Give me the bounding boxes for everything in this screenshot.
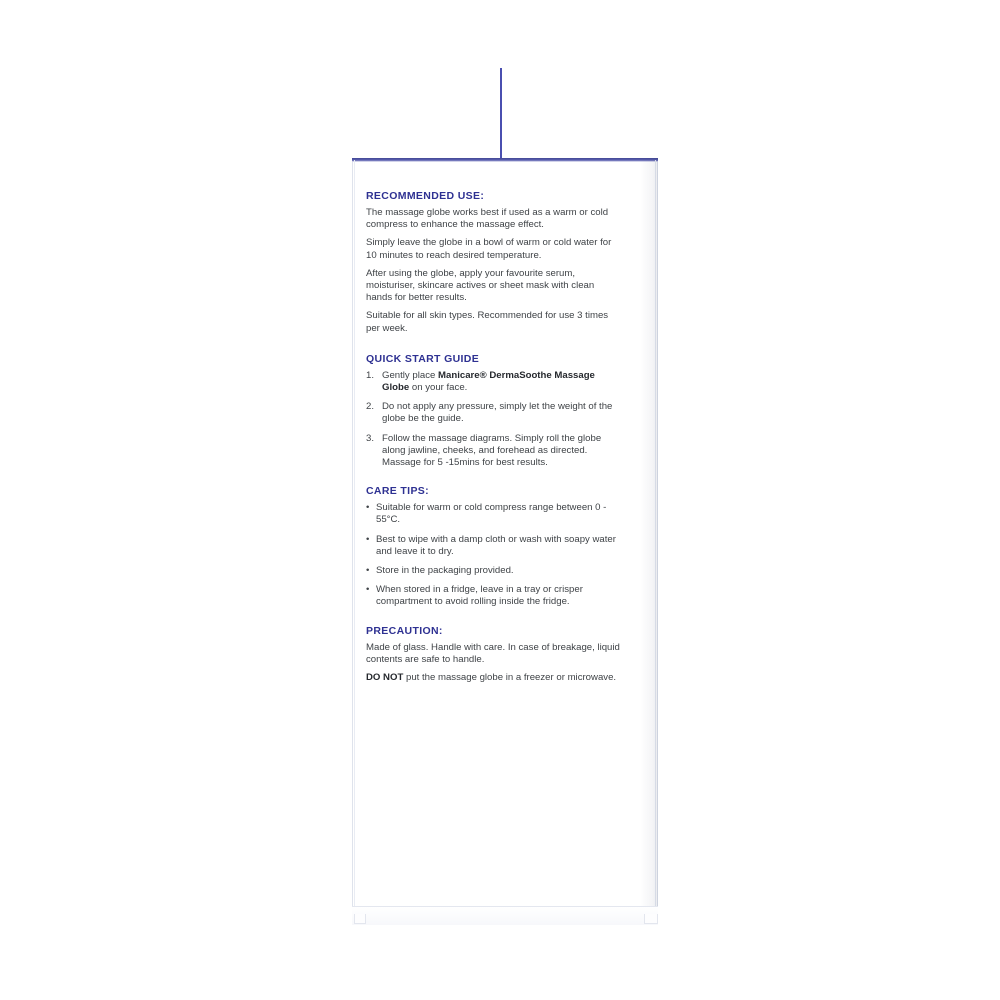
step-text-tail: on your face.	[409, 382, 468, 394]
recommended-use-paragraph: After using the globe, apply your favourite serum, moisturiser, skincare actives or sheet mask with clean hands for better results.	[366, 267, 595, 304]
recommended-use-heading: RECOMMENDED USE:	[366, 190, 485, 202]
precaution-warning	[366, 672, 622, 684]
section-recommended-use	[366, 190, 622, 335]
precaution-warning-rest: put the massage globe in a freezer or microwave.	[403, 672, 617, 684]
carton-bottom-tab-right	[644, 914, 658, 924]
list-item	[366, 401, 622, 425]
quick-start-step-list	[366, 370, 622, 469]
precaution-paragraph: Made of glass. Handle with care. In case of breakage, liquid contents are safe to handle.	[366, 641, 620, 665]
recommended-use-paragraph: The massage globe works best if used as a warm or cold compress to enhance the massage effect.	[366, 207, 609, 231]
section-care-tips	[366, 485, 622, 608]
step-brand-name: Manicare® DermaSoothe Massage Globe	[382, 369, 595, 394]
step-text-lead: Follow the massage diagrams. Simply roll the globe along jawline, cheeks, and forehead as directed. Massage for 5 -15mins for best results.	[382, 432, 602, 469]
care-tips-heading: CARE TIPS:	[366, 485, 430, 498]
step-text-lead: Do not apply any pressure, simply let the weight of the globe be the guide.	[382, 401, 613, 425]
hanger-thread	[500, 68, 502, 160]
list-item	[366, 433, 622, 470]
precaution-heading: PRECAUTION:	[366, 624, 443, 637]
quick-start-heading: QUICK START GUIDE	[366, 352, 480, 365]
step-text-lead: Gently place	[382, 369, 438, 381]
carton-bottom-edge	[352, 906, 658, 925]
care-tips-list	[366, 502, 622, 608]
recommended-use-paragraph: Simply leave the globe in a bowl of warm or cold water for 10 minutes to reach desired temperature.	[366, 237, 612, 261]
section-precaution	[366, 625, 622, 685]
precaution-warning-bold: DO NOT	[366, 672, 404, 684]
carton-top-edge	[352, 158, 658, 162]
instructions-panel	[366, 190, 622, 698]
list-item: • Best to wipe with a damp cloth or wash with soapy water and leave it to dry.	[366, 534, 622, 558]
recommended-use-paragraph: Suitable for all skin types. Recommended for use 3 times per week.	[366, 310, 609, 334]
carton-bottom-tab-left	[354, 914, 366, 924]
list-item	[366, 370, 622, 394]
step-number: 2.	[366, 401, 375, 413]
list-item: • Suitable for warm or cold compress range between 0 - 55°C.	[366, 502, 622, 526]
step-number: 1.	[366, 369, 375, 381]
section-quick-start-guide	[366, 353, 622, 469]
list-item: • When stored in a fridge, leave in a tray or crisper compartment to avoid rolling inside the fridge.	[366, 584, 622, 608]
step-number: 3.	[366, 432, 375, 444]
list-item: • Store in the packaging provided.	[366, 565, 622, 577]
